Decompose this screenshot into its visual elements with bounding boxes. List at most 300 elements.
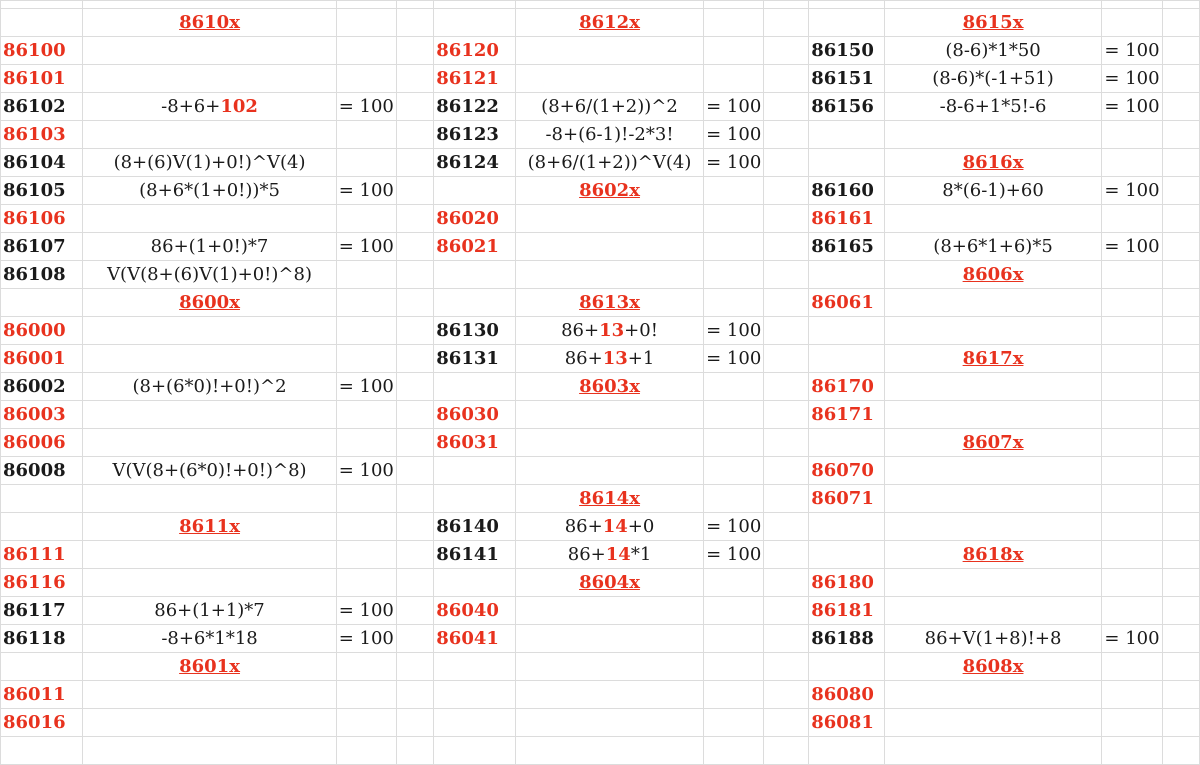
group-header-cell[interactable]: 8613x	[515, 289, 703, 317]
empty-cell[interactable]	[515, 653, 703, 681]
empty-cell[interactable]	[704, 429, 764, 457]
empty-cell[interactable]	[1162, 317, 1199, 345]
empty-cell[interactable]	[83, 1, 336, 9]
empty-cell[interactable]	[396, 737, 433, 765]
empty-cell[interactable]	[764, 261, 809, 289]
empty-cell[interactable]	[396, 289, 433, 317]
empty-cell[interactable]	[515, 205, 703, 233]
group-header-cell[interactable]: 8607x	[884, 429, 1102, 457]
result-cell[interactable]: = 100	[336, 93, 396, 121]
empty-cell[interactable]	[1102, 429, 1162, 457]
empty-cell[interactable]	[764, 653, 809, 681]
group-header-cell[interactable]: 8610x	[83, 9, 336, 37]
empty-cell[interactable]	[764, 737, 809, 765]
empty-cell[interactable]	[1162, 93, 1199, 121]
empty-cell[interactable]	[704, 177, 764, 205]
empty-cell[interactable]	[764, 373, 809, 401]
result-cell[interactable]: = 100	[704, 513, 764, 541]
number-cell[interactable]: 86130	[434, 317, 516, 345]
empty-cell[interactable]	[1162, 625, 1199, 653]
number-cell[interactable]: 86101	[1, 65, 83, 93]
empty-cell[interactable]	[396, 65, 433, 93]
empty-cell[interactable]	[704, 653, 764, 681]
empty-cell[interactable]	[704, 9, 764, 37]
number-cell[interactable]: 86124	[434, 149, 516, 177]
empty-cell[interactable]	[704, 37, 764, 65]
empty-cell[interactable]	[1162, 205, 1199, 233]
empty-cell[interactable]	[764, 429, 809, 457]
empty-cell[interactable]	[1162, 65, 1199, 93]
number-cell[interactable]: 86140	[434, 513, 516, 541]
number-cell[interactable]: 86103	[1, 121, 83, 149]
number-cell[interactable]: 86170	[809, 373, 884, 401]
result-cell[interactable]: = 100	[704, 93, 764, 121]
number-cell[interactable]: 86001	[1, 345, 83, 373]
empty-cell[interactable]	[809, 541, 884, 569]
group-header-cell[interactable]: 8611x	[83, 513, 336, 541]
empty-cell[interactable]	[434, 457, 516, 485]
group-header-cell[interactable]: 8600x	[83, 289, 336, 317]
number-cell[interactable]: 86008	[1, 457, 83, 485]
number-cell[interactable]: 86041	[434, 625, 516, 653]
empty-cell[interactable]	[704, 373, 764, 401]
empty-cell[interactable]	[336, 513, 396, 541]
expression-cell[interactable]	[515, 317, 703, 345]
empty-cell[interactable]	[396, 709, 433, 737]
empty-cell[interactable]	[336, 569, 396, 597]
empty-cell[interactable]	[396, 681, 433, 709]
empty-cell[interactable]	[515, 261, 703, 289]
empty-cell[interactable]	[764, 149, 809, 177]
result-cell[interactable]: = 100	[336, 233, 396, 261]
result-cell[interactable]: = 100	[1102, 65, 1162, 93]
empty-cell[interactable]	[336, 121, 396, 149]
number-cell[interactable]: 86121	[434, 65, 516, 93]
empty-cell[interactable]	[1162, 709, 1199, 737]
empty-cell[interactable]	[434, 737, 516, 765]
empty-cell[interactable]	[396, 597, 433, 625]
empty-cell[interactable]	[83, 37, 336, 65]
number-cell[interactable]: 86156	[809, 93, 884, 121]
empty-cell[interactable]	[83, 541, 336, 569]
empty-cell[interactable]	[83, 121, 336, 149]
expression-cell[interactable]: 86+(1+0!)*7	[83, 233, 336, 261]
empty-cell[interactable]	[1162, 513, 1199, 541]
empty-cell[interactable]	[764, 401, 809, 429]
number-cell[interactable]: 86161	[809, 205, 884, 233]
number-cell[interactable]: 86105	[1, 177, 83, 205]
empty-cell[interactable]	[764, 93, 809, 121]
empty-cell[interactable]	[515, 625, 703, 653]
group-header-cell[interactable]: 8617x	[884, 345, 1102, 373]
result-cell[interactable]: = 100	[1102, 233, 1162, 261]
empty-cell[interactable]	[515, 457, 703, 485]
result-cell[interactable]: = 100	[336, 177, 396, 205]
expression-cell[interactable]: (8+6*1+6)*5	[884, 233, 1102, 261]
number-cell[interactable]: 86003	[1, 401, 83, 429]
empty-cell[interactable]	[884, 121, 1102, 149]
empty-cell[interactable]	[764, 37, 809, 65]
empty-cell[interactable]	[704, 737, 764, 765]
empty-cell[interactable]	[1, 1, 83, 9]
empty-cell[interactable]	[884, 401, 1102, 429]
number-cell[interactable]: 86031	[434, 429, 516, 457]
result-cell[interactable]: = 100	[336, 457, 396, 485]
empty-cell[interactable]	[336, 541, 396, 569]
empty-cell[interactable]	[884, 681, 1102, 709]
empty-cell[interactable]	[515, 401, 703, 429]
empty-cell[interactable]	[515, 1, 703, 9]
expression-cell[interactable]: (8+(6*0)!+0!)^2	[83, 373, 336, 401]
empty-cell[interactable]	[396, 205, 433, 233]
expression-cell[interactable]: (8-6)*(-1+51)	[884, 65, 1102, 93]
empty-cell[interactable]	[434, 653, 516, 681]
empty-cell[interactable]	[336, 401, 396, 429]
empty-cell[interactable]	[1102, 653, 1162, 681]
expression-cell[interactable]	[515, 345, 703, 373]
empty-cell[interactable]	[1102, 261, 1162, 289]
empty-cell[interactable]	[336, 149, 396, 177]
expression-cell[interactable]: (8+6/(1+2))^V(4)	[515, 149, 703, 177]
expression-cell[interactable]: V(V(8+(6)V(1)+0!)^8)	[83, 261, 336, 289]
empty-cell[interactable]	[434, 681, 516, 709]
empty-cell[interactable]	[515, 65, 703, 93]
empty-cell[interactable]	[884, 205, 1102, 233]
empty-cell[interactable]	[396, 457, 433, 485]
empty-cell[interactable]	[515, 709, 703, 737]
empty-cell[interactable]	[704, 65, 764, 93]
empty-cell[interactable]	[515, 429, 703, 457]
number-cell[interactable]: 86021	[434, 233, 516, 261]
result-cell[interactable]: = 100	[336, 625, 396, 653]
empty-cell[interactable]	[1162, 429, 1199, 457]
empty-cell[interactable]	[1162, 401, 1199, 429]
empty-cell[interactable]	[809, 149, 884, 177]
empty-cell[interactable]	[83, 709, 336, 737]
group-header-cell[interactable]: 8618x	[884, 541, 1102, 569]
empty-cell[interactable]	[515, 37, 703, 65]
empty-cell[interactable]	[83, 681, 336, 709]
empty-cell[interactable]	[515, 737, 703, 765]
empty-cell[interactable]	[704, 485, 764, 513]
empty-cell[interactable]	[336, 429, 396, 457]
empty-cell[interactable]	[1, 289, 83, 317]
empty-cell[interactable]	[336, 485, 396, 513]
number-cell[interactable]: 86081	[809, 709, 884, 737]
number-cell[interactable]: 86188	[809, 625, 884, 653]
empty-cell[interactable]	[1162, 737, 1199, 765]
empty-cell[interactable]	[396, 401, 433, 429]
empty-cell[interactable]	[434, 9, 516, 37]
empty-cell[interactable]	[1102, 149, 1162, 177]
number-cell[interactable]: 86002	[1, 373, 83, 401]
empty-cell[interactable]	[1162, 289, 1199, 317]
empty-cell[interactable]	[764, 205, 809, 233]
empty-cell[interactable]	[884, 597, 1102, 625]
empty-cell[interactable]	[704, 569, 764, 597]
empty-cell[interactable]	[1102, 205, 1162, 233]
empty-cell[interactable]	[884, 1, 1102, 9]
empty-cell[interactable]	[396, 9, 433, 37]
empty-cell[interactable]	[764, 681, 809, 709]
group-header-cell[interactable]: 8608x	[884, 653, 1102, 681]
group-header-cell[interactable]: 8616x	[884, 149, 1102, 177]
number-cell[interactable]: 86116	[1, 569, 83, 597]
empty-cell[interactable]	[336, 737, 396, 765]
empty-cell[interactable]	[1102, 401, 1162, 429]
empty-cell[interactable]	[884, 513, 1102, 541]
empty-cell[interactable]	[1102, 569, 1162, 597]
empty-cell[interactable]	[809, 261, 884, 289]
empty-cell[interactable]	[809, 345, 884, 373]
empty-cell[interactable]	[336, 205, 396, 233]
expression-cell[interactable]: (8+6*(1+0!))*5	[83, 177, 336, 205]
expression-cell[interactable]: 86+(1+1)*7	[83, 597, 336, 625]
empty-cell[interactable]	[1162, 149, 1199, 177]
empty-cell[interactable]	[764, 569, 809, 597]
empty-cell[interactable]	[336, 9, 396, 37]
number-cell[interactable]: 86006	[1, 429, 83, 457]
number-cell[interactable]: 86020	[434, 205, 516, 233]
empty-cell[interactable]	[1102, 1, 1162, 9]
empty-cell[interactable]	[396, 625, 433, 653]
empty-cell[interactable]	[884, 289, 1102, 317]
result-cell[interactable]: = 100	[704, 345, 764, 373]
empty-cell[interactable]	[1102, 681, 1162, 709]
empty-cell[interactable]	[1102, 513, 1162, 541]
number-cell[interactable]: 86122	[434, 93, 516, 121]
empty-cell[interactable]	[1162, 653, 1199, 681]
empty-cell[interactable]	[884, 569, 1102, 597]
empty-cell[interactable]	[704, 233, 764, 261]
result-cell[interactable]: = 100	[704, 541, 764, 569]
empty-cell[interactable]	[83, 401, 336, 429]
empty-cell[interactable]	[1162, 541, 1199, 569]
empty-cell[interactable]	[1162, 681, 1199, 709]
empty-cell[interactable]	[764, 541, 809, 569]
empty-cell[interactable]	[764, 485, 809, 513]
empty-cell[interactable]	[1162, 373, 1199, 401]
number-cell[interactable]: 86000	[1, 317, 83, 345]
empty-cell[interactable]	[704, 597, 764, 625]
number-cell[interactable]: 86011	[1, 681, 83, 709]
empty-cell[interactable]	[704, 625, 764, 653]
empty-cell[interactable]	[83, 569, 336, 597]
empty-cell[interactable]	[809, 429, 884, 457]
empty-cell[interactable]	[704, 289, 764, 317]
empty-cell[interactable]	[396, 345, 433, 373]
empty-cell[interactable]	[1162, 457, 1199, 485]
empty-cell[interactable]	[336, 345, 396, 373]
empty-cell[interactable]	[434, 373, 516, 401]
empty-cell[interactable]	[434, 569, 516, 597]
expression-cell[interactable]: -8+6*1*18	[83, 625, 336, 653]
empty-cell[interactable]	[396, 317, 433, 345]
expression-cell[interactable]: V(V(8+(6*0)!+0!)^8)	[83, 457, 336, 485]
empty-cell[interactable]	[764, 625, 809, 653]
group-header-cell[interactable]: 8603x	[515, 373, 703, 401]
empty-cell[interactable]	[434, 177, 516, 205]
number-cell[interactable]: 86040	[434, 597, 516, 625]
empty-cell[interactable]	[434, 709, 516, 737]
empty-cell[interactable]	[1162, 345, 1199, 373]
number-cell[interactable]: 86180	[809, 569, 884, 597]
empty-cell[interactable]	[884, 737, 1102, 765]
empty-cell[interactable]	[396, 653, 433, 681]
empty-cell[interactable]	[515, 681, 703, 709]
empty-cell[interactable]	[764, 289, 809, 317]
result-cell[interactable]: = 100	[704, 121, 764, 149]
result-cell[interactable]: = 100	[1102, 93, 1162, 121]
empty-cell[interactable]	[809, 737, 884, 765]
empty-cell[interactable]	[764, 457, 809, 485]
expression-cell[interactable]	[515, 513, 703, 541]
empty-cell[interactable]	[396, 429, 433, 457]
empty-cell[interactable]	[1162, 177, 1199, 205]
empty-cell[interactable]	[1102, 345, 1162, 373]
empty-cell[interactable]	[1102, 317, 1162, 345]
empty-cell[interactable]	[336, 65, 396, 93]
empty-cell[interactable]	[396, 373, 433, 401]
group-header-cell[interactable]: 8615x	[884, 9, 1102, 37]
empty-cell[interactable]	[764, 709, 809, 737]
empty-cell[interactable]	[764, 317, 809, 345]
empty-cell[interactable]	[884, 457, 1102, 485]
empty-cell[interactable]	[1102, 373, 1162, 401]
empty-cell[interactable]	[396, 1, 433, 9]
empty-cell[interactable]	[1, 485, 83, 513]
empty-cell[interactable]	[1, 653, 83, 681]
empty-cell[interactable]	[434, 485, 516, 513]
empty-cell[interactable]	[1162, 485, 1199, 513]
expression-cell[interactable]	[515, 541, 703, 569]
number-cell[interactable]: 86123	[434, 121, 516, 149]
result-cell[interactable]: = 100	[1102, 37, 1162, 65]
result-cell[interactable]: = 100	[336, 597, 396, 625]
group-header-cell[interactable]: 8606x	[884, 261, 1102, 289]
empty-cell[interactable]	[396, 541, 433, 569]
empty-cell[interactable]	[884, 373, 1102, 401]
number-cell[interactable]: 86111	[1, 541, 83, 569]
empty-cell[interactable]	[1102, 737, 1162, 765]
empty-cell[interactable]	[764, 9, 809, 37]
number-cell[interactable]: 86071	[809, 485, 884, 513]
number-cell[interactable]: 86030	[434, 401, 516, 429]
empty-cell[interactable]	[1102, 289, 1162, 317]
empty-cell[interactable]	[396, 37, 433, 65]
empty-cell[interactable]	[396, 485, 433, 513]
expression-cell[interactable]: (8+6/(1+2))^2	[515, 93, 703, 121]
empty-cell[interactable]	[1102, 709, 1162, 737]
empty-cell[interactable]	[396, 233, 433, 261]
number-cell[interactable]: 86108	[1, 261, 83, 289]
empty-cell[interactable]	[1162, 233, 1199, 261]
empty-cell[interactable]	[1102, 121, 1162, 149]
expression-cell[interactable]: -8+(6-1)!-2*3!	[515, 121, 703, 149]
empty-cell[interactable]	[809, 121, 884, 149]
empty-cell[interactable]	[704, 205, 764, 233]
empty-cell[interactable]	[396, 121, 433, 149]
empty-cell[interactable]	[396, 569, 433, 597]
empty-cell[interactable]	[884, 317, 1102, 345]
empty-cell[interactable]	[1162, 569, 1199, 597]
empty-cell[interactable]	[336, 261, 396, 289]
empty-cell[interactable]	[764, 121, 809, 149]
result-cell[interactable]: = 100	[336, 373, 396, 401]
empty-cell[interactable]	[83, 345, 336, 373]
empty-cell[interactable]	[336, 317, 396, 345]
expression-cell[interactable]: (8-6)*1*50	[884, 37, 1102, 65]
empty-cell[interactable]	[704, 457, 764, 485]
number-cell[interactable]: 86181	[809, 597, 884, 625]
empty-cell[interactable]	[396, 149, 433, 177]
empty-cell[interactable]	[83, 205, 336, 233]
empty-cell[interactable]	[434, 1, 516, 9]
number-cell[interactable]: 86100	[1, 37, 83, 65]
empty-cell[interactable]	[1, 9, 83, 37]
empty-cell[interactable]	[336, 681, 396, 709]
group-header-cell[interactable]: 8612x	[515, 9, 703, 37]
empty-cell[interactable]	[1162, 37, 1199, 65]
empty-cell[interactable]	[336, 37, 396, 65]
empty-cell[interactable]	[704, 681, 764, 709]
group-header-cell[interactable]: 8614x	[515, 485, 703, 513]
group-header-cell[interactable]: 8604x	[515, 569, 703, 597]
empty-cell[interactable]	[764, 233, 809, 261]
result-cell[interactable]: = 100	[1102, 625, 1162, 653]
empty-cell[interactable]	[809, 1, 884, 9]
empty-cell[interactable]	[764, 597, 809, 625]
empty-cell[interactable]	[515, 233, 703, 261]
empty-cell[interactable]	[1162, 261, 1199, 289]
empty-cell[interactable]	[83, 737, 336, 765]
empty-cell[interactable]	[704, 709, 764, 737]
empty-cell[interactable]	[434, 261, 516, 289]
number-cell[interactable]: 86171	[809, 401, 884, 429]
group-header-cell[interactable]: 8602x	[515, 177, 703, 205]
empty-cell[interactable]	[396, 513, 433, 541]
result-cell[interactable]: = 100	[704, 317, 764, 345]
empty-cell[interactable]	[1, 737, 83, 765]
number-cell[interactable]: 86160	[809, 177, 884, 205]
empty-cell[interactable]	[515, 597, 703, 625]
empty-cell[interactable]	[884, 485, 1102, 513]
number-cell[interactable]: 86120	[434, 37, 516, 65]
number-cell[interactable]: 86131	[434, 345, 516, 373]
expression-cell[interactable]: 86+V(1+8)!+8	[884, 625, 1102, 653]
empty-cell[interactable]	[809, 513, 884, 541]
number-cell[interactable]: 86118	[1, 625, 83, 653]
empty-cell[interactable]	[396, 177, 433, 205]
empty-cell[interactable]	[83, 317, 336, 345]
empty-cell[interactable]	[1102, 597, 1162, 625]
empty-cell[interactable]	[809, 9, 884, 37]
empty-cell[interactable]	[336, 709, 396, 737]
expression-cell[interactable]: 8*(6-1)+60	[884, 177, 1102, 205]
empty-cell[interactable]	[1162, 121, 1199, 149]
empty-cell[interactable]	[1102, 9, 1162, 37]
number-cell[interactable]: 86102	[1, 93, 83, 121]
empty-cell[interactable]	[396, 261, 433, 289]
empty-cell[interactable]	[434, 289, 516, 317]
empty-cell[interactable]	[704, 261, 764, 289]
number-cell[interactable]: 86070	[809, 457, 884, 485]
empty-cell[interactable]	[83, 65, 336, 93]
empty-cell[interactable]	[396, 93, 433, 121]
empty-cell[interactable]	[764, 345, 809, 373]
number-cell[interactable]: 86165	[809, 233, 884, 261]
empty-cell[interactable]	[764, 1, 809, 9]
